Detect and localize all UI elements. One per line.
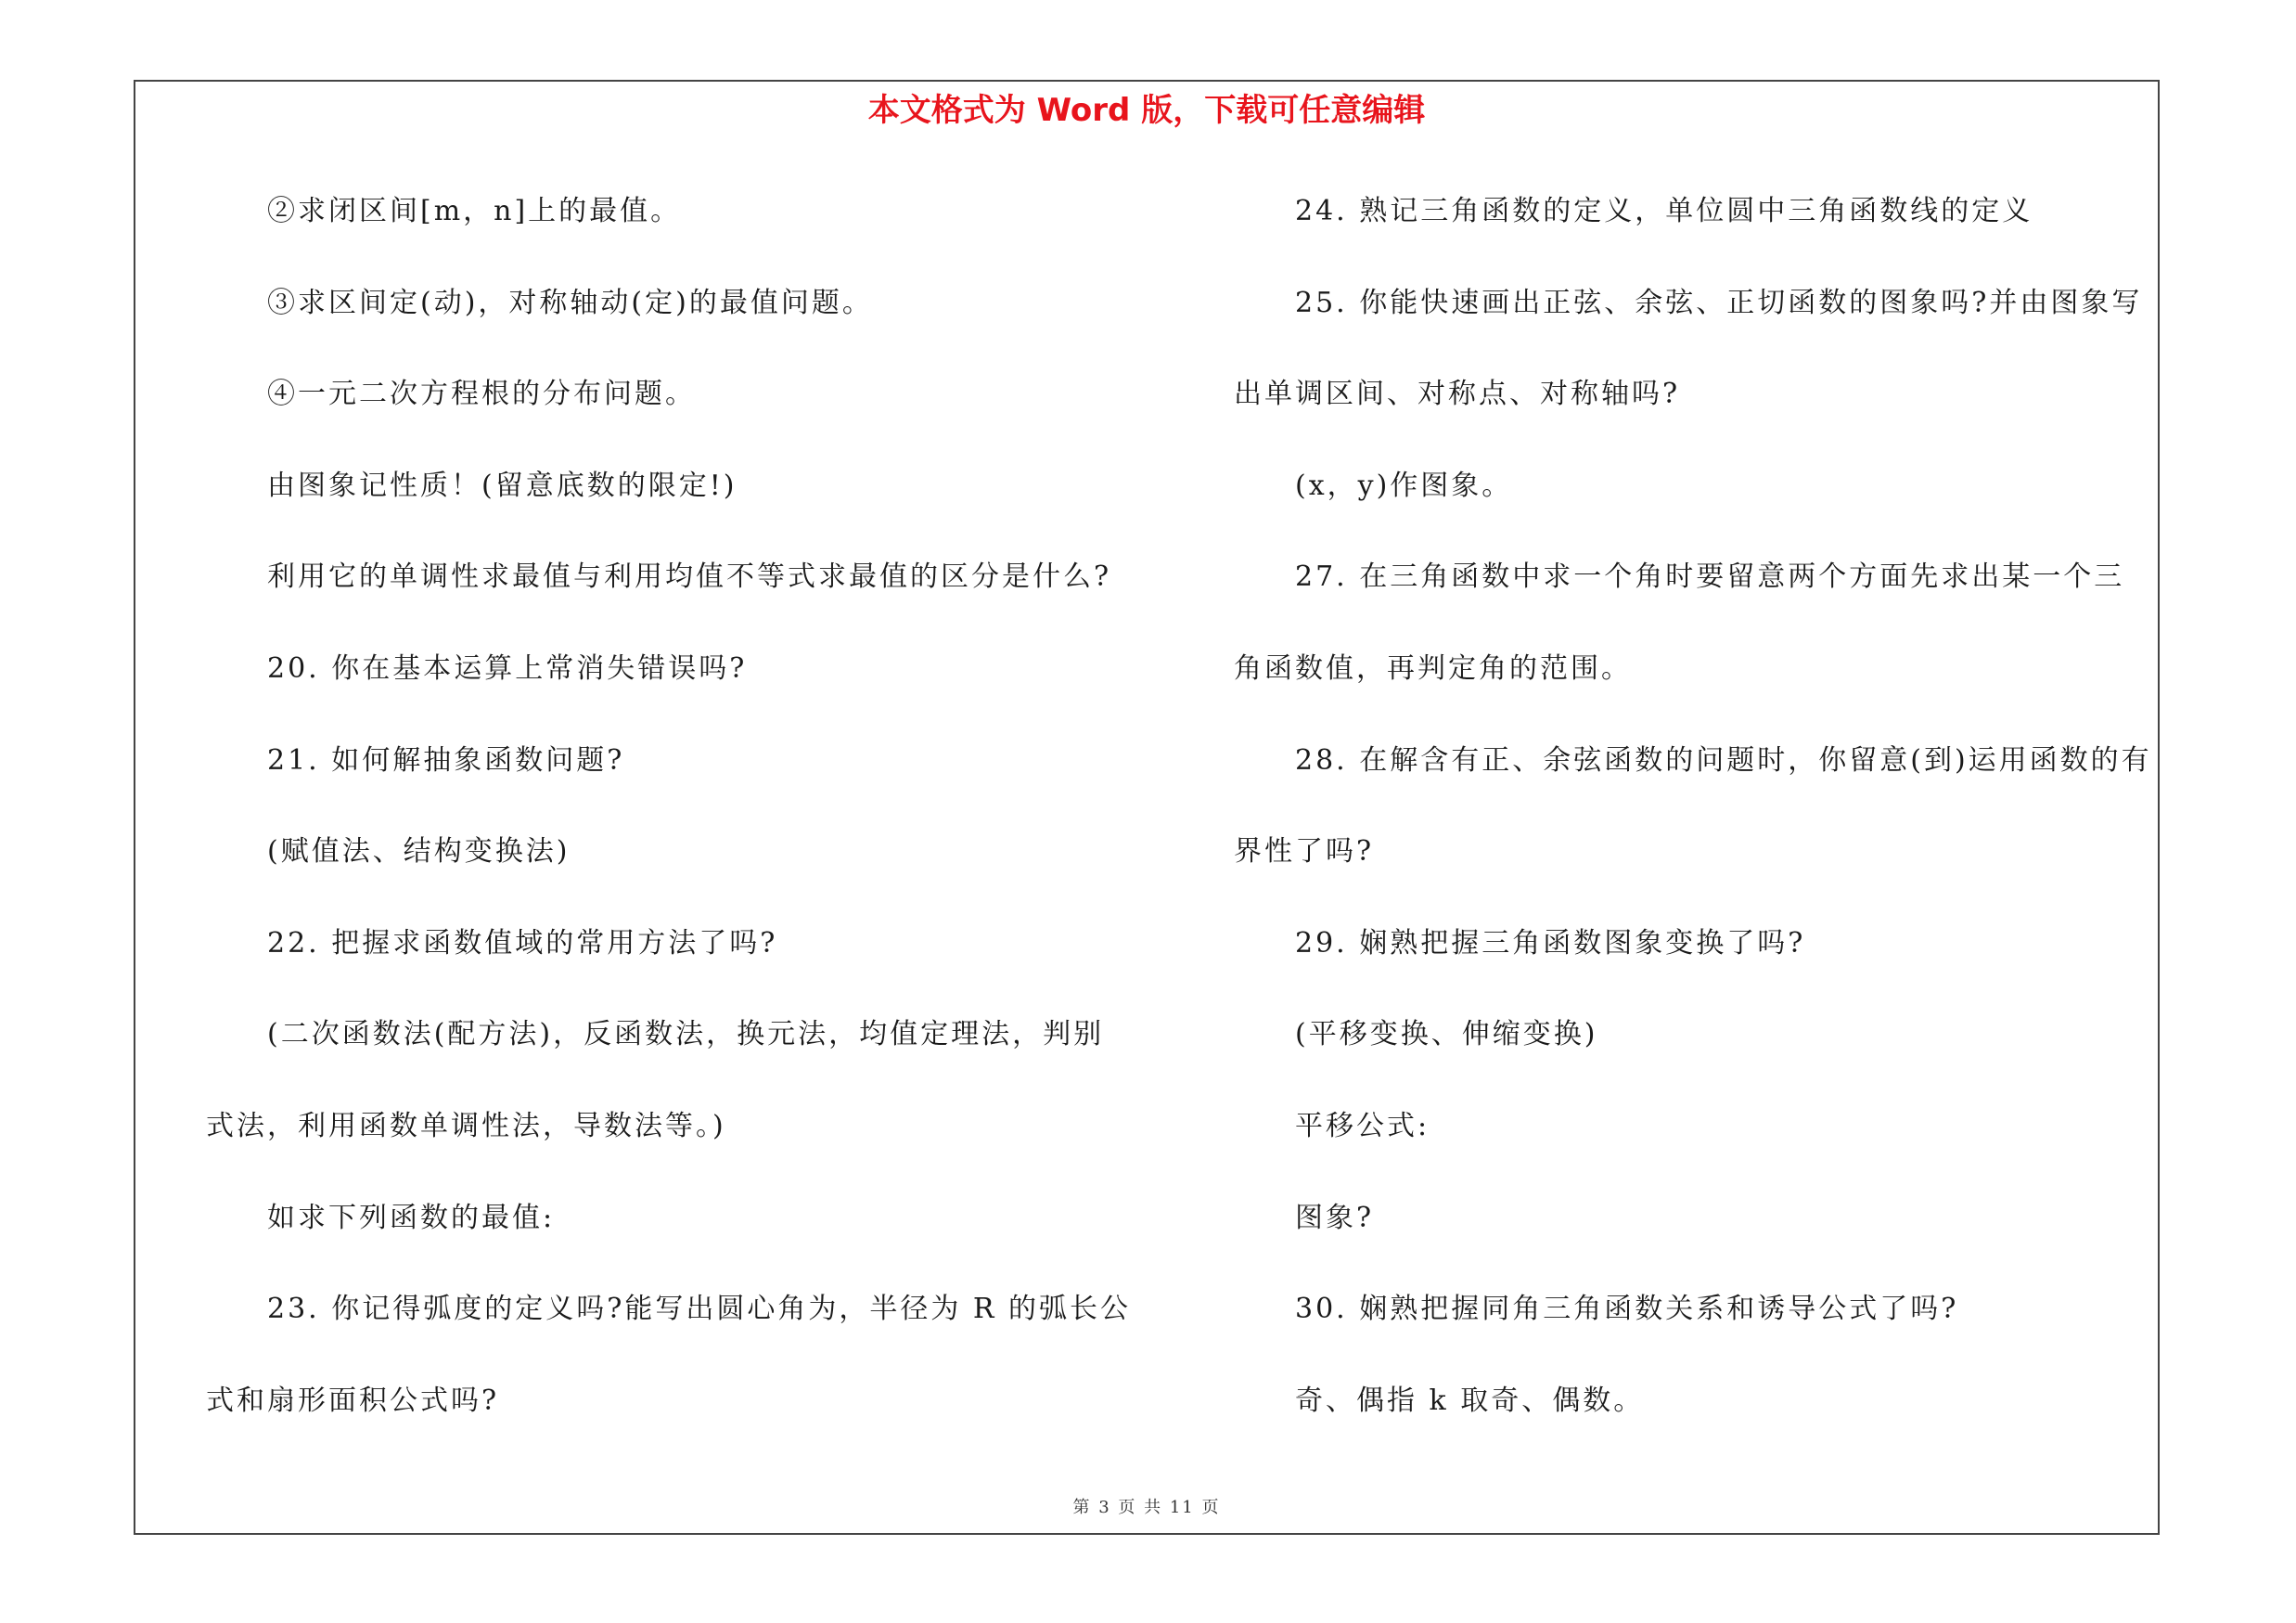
right-text-line: 角函数值，再判定角的范围。: [1234, 652, 1632, 685]
right-text-line: 28. 在解含有正、余弦函数的问题时，你留意(到)运用函数的有: [1295, 744, 2152, 777]
left-text-line: 如求下列函数的最值:: [267, 1202, 556, 1234]
left-text-line: 21. 如何解抽象函数问题?: [267, 744, 625, 777]
left-text-line: 由图象记性质！(留意底数的限定!): [267, 470, 738, 502]
right-text-line: (x，y)作图象。: [1295, 470, 1513, 502]
left-text-line: 式法，利用函数单调性法，导数法等。): [206, 1110, 726, 1142]
right-text-line: 29. 娴熟把握三角函数图象变换了吗?: [1295, 927, 1806, 960]
page-number-footer: 第 3 页 共 11 页: [1072, 1498, 1221, 1517]
right-text-line: 25. 你能快速画出正弦、余弦、正切函数的图象吗?并由图象写: [1295, 287, 2143, 319]
right-text-line: 24. 熟记三角函数的定义，单位圆中三角函数线的定义: [1295, 195, 2033, 227]
right-text-line: 27. 在三角函数中求一个角时要留意两个方面先求出某一个三: [1295, 560, 2125, 593]
right-text-line: (平移变换、伸缩变换): [1295, 1018, 1598, 1050]
right-text-line: 图象?: [1295, 1202, 1375, 1234]
left-text-line: 23. 你记得弧度的定义吗?能写出圆心角为，半径为 R 的弧长公: [267, 1293, 1131, 1325]
left-text-line: 式和扇形面积公式吗?: [206, 1385, 500, 1417]
left-text-line: 20. 你在基本运算上常消失错误吗?: [267, 652, 748, 685]
right-text-line: 平移公式:: [1295, 1110, 1430, 1142]
left-text-line: 22. 把握求函数值域的常用方法了吗?: [267, 927, 778, 960]
left-text-line: 利用它的单调性求最值与利用均值不等式求最值的区分是什么?: [267, 560, 1112, 593]
left-text-line: ④一元二次方程根的分布问题。: [267, 378, 696, 410]
left-text-line: (二次函数法(配方法)，反函数法，换元法，均值定理法，判别: [267, 1018, 1105, 1050]
right-text-line: 奇、偶指 k 取奇、偶数。: [1295, 1385, 1645, 1417]
left-text-line: ③求区间定(动)，对称轴动(定)的最值问题。: [267, 287, 873, 319]
right-text-line: 界性了吗?: [1234, 835, 1375, 868]
left-text-line: ②求闭区间[m，n]上的最值。: [267, 195, 682, 227]
format-banner: 本文格式为 Word 版，下载可任意编辑: [867, 92, 1426, 129]
left-text-line: (赋值法、结构变换法): [267, 835, 571, 868]
right-text-line: 出单调区间、对称点、对称轴吗?: [1234, 378, 1681, 410]
right-text-line: 30. 娴熟把握同角三角函数关系和诱导公式了吗?: [1295, 1293, 1959, 1325]
